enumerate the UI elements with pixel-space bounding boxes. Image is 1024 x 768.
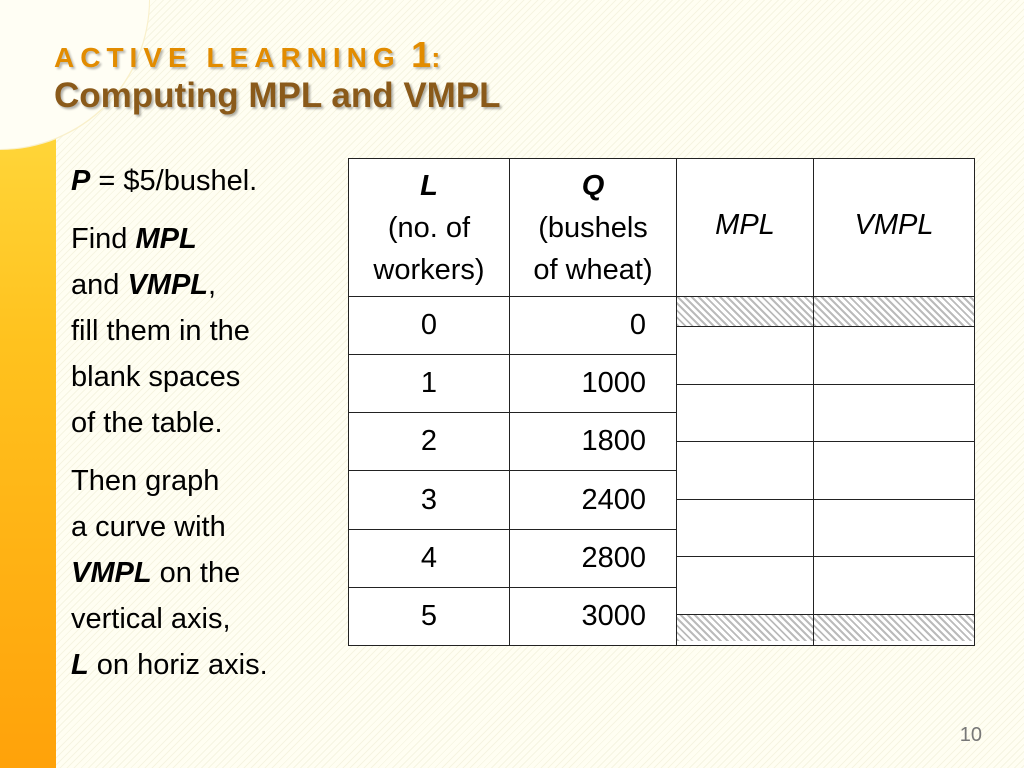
blank-mpl-cell[interactable] <box>677 442 813 500</box>
blank-vmpl-cell[interactable] <box>814 500 974 558</box>
price-line: P = $5/bushel. <box>71 165 258 197</box>
graph-paragraph: Then graph a curve with VMPL on the vertical axis, L on horiz axis. <box>71 465 268 681</box>
header-Q: Q (bushels of wheat) <box>510 159 677 297</box>
cell-Q: 2800 <box>510 529 677 587</box>
blank-mpl-cell[interactable] <box>677 557 813 615</box>
blank-vmpl-cell[interactable] <box>814 385 974 443</box>
blank-mpl-cell[interactable] <box>677 327 813 385</box>
blank-mpl-column <box>677 297 814 646</box>
cell-Q: 2400 <box>510 471 677 529</box>
blank-vmpl-column <box>814 297 975 646</box>
cell-L: 5 <box>349 587 510 645</box>
instructions-text <box>71 158 341 700</box>
task-paragraph: Find MPL and VMPL, fill them in the blank spaces of the table. <box>71 223 250 439</box>
cell-Q: 3000 <box>510 587 677 645</box>
blank-vmpl-cell[interactable] <box>814 327 974 385</box>
blank-mpl-cell[interactable] <box>677 385 813 443</box>
blank-mpl-cell[interactable] <box>677 500 813 558</box>
hatched-cell <box>814 297 974 327</box>
cell-L: 2 <box>349 413 510 471</box>
hatched-cell <box>677 297 813 327</box>
header-MPL: MPL <box>677 159 814 297</box>
table-header-row <box>349 159 975 297</box>
header-VMPL: VMPL <box>814 159 975 297</box>
header-L: L (no. of workers) <box>349 159 510 297</box>
blank-vmpl-cell[interactable] <box>814 442 974 500</box>
page-number: 10 <box>959 724 982 746</box>
production-table <box>348 158 975 646</box>
cell-Q: 1000 <box>510 355 677 413</box>
cell-Q: 1800 <box>510 413 677 471</box>
hatched-cell <box>814 615 974 641</box>
cell-L: 0 <box>349 297 510 355</box>
cell-L: 4 <box>349 529 510 587</box>
hatched-cell <box>677 615 813 641</box>
blank-vmpl-cell[interactable] <box>814 557 974 615</box>
cell-Q: 0 <box>510 297 677 355</box>
title-subtitle: Computing MPL and VMPL <box>54 76 501 115</box>
title-active-learning: ACTIVE LEARNING 1: <box>54 34 441 75</box>
cell-L: 1 <box>349 355 510 413</box>
table-row <box>349 297 975 355</box>
cell-L: 3 <box>349 471 510 529</box>
slide-title <box>54 34 501 116</box>
